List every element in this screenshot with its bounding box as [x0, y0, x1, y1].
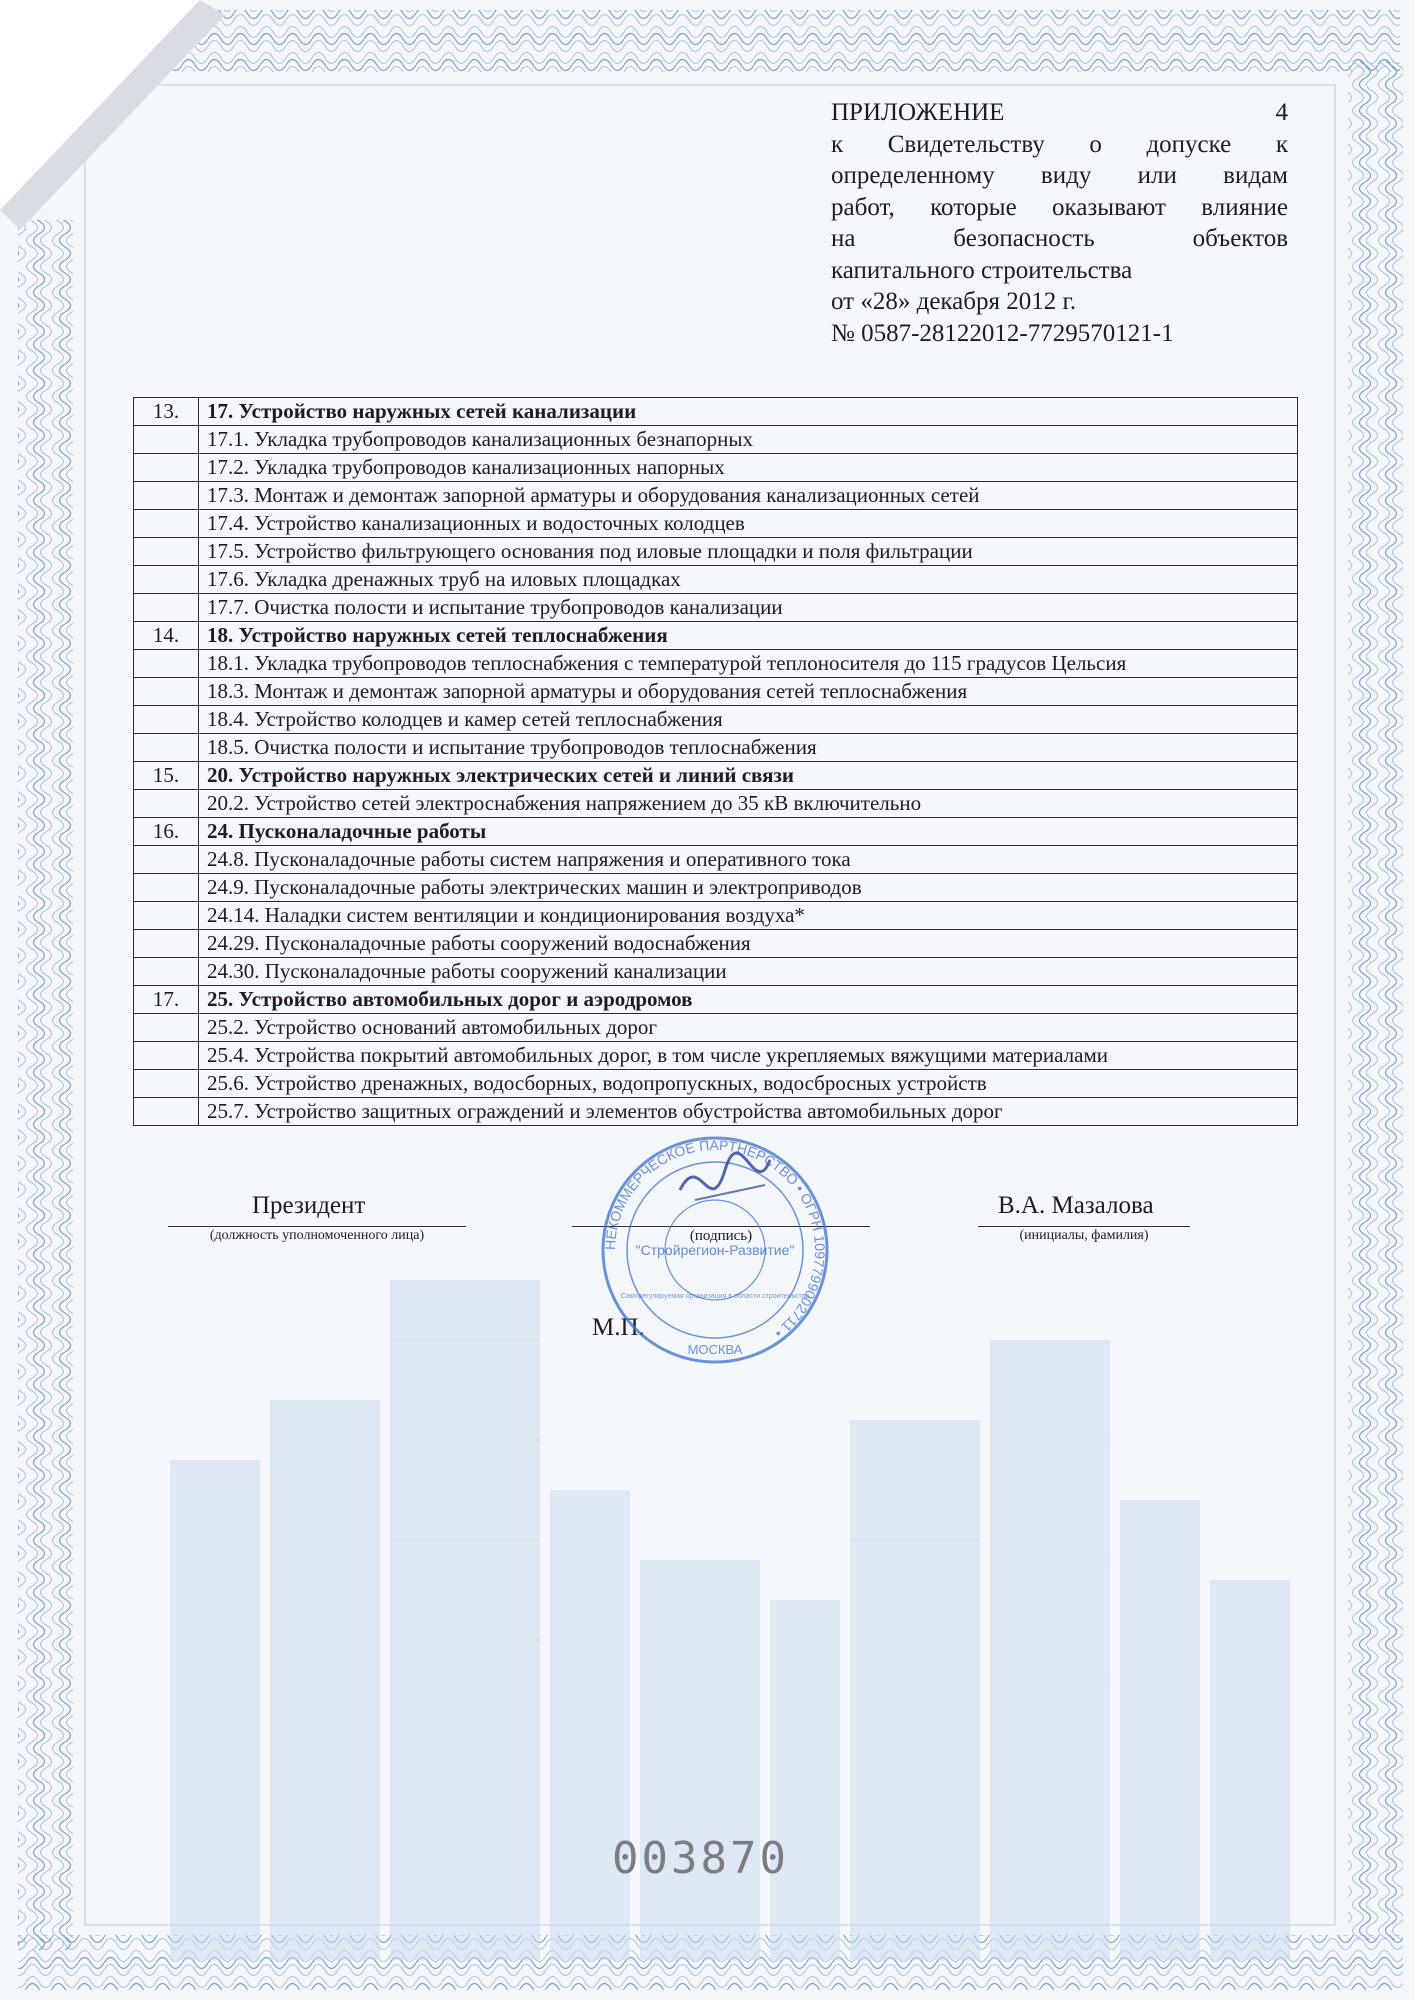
work-item-cell: 25.6. Устройство дренажных, водосборных, водопропускных, водосбросных устройств [199, 1070, 1298, 1098]
work-item-cell: 18.5. Очистка полости и испытание трубопроводов теплоснабжения [199, 734, 1298, 762]
table-row [134, 958, 1298, 986]
work-group-cell: 18. Устройство наружных сетей теплоснабжения [199, 622, 1298, 650]
row-number-cell [134, 1014, 199, 1042]
table-row [134, 1070, 1298, 1098]
work-item-cell: 18.1. Укладка трубопроводов теплоснабжения с температурой теплоносителя до 115 градусов Цельсия [199, 650, 1298, 678]
work-item-cell: 17.6. Укладка дренажных труб на иловых площадках [199, 566, 1298, 594]
signature-caption: (подпись) [689, 1228, 753, 1244]
work-item-cell: 17.1. Укладка трубопроводов канализационных безнапорных [199, 426, 1298, 454]
work-group-cell: 17. Устройство наружных сетей канализации [199, 398, 1298, 426]
row-number-cell: 13. [134, 398, 199, 426]
table-row [134, 874, 1298, 902]
work-item-cell: 17.5. Устройство фильтрующего основания под иловые площадки и поля фильтрации [199, 538, 1298, 566]
row-number-cell [134, 454, 199, 482]
row-number-cell [134, 790, 199, 818]
seal-org-name: "Стройрегион-Развитие" [635, 1242, 795, 1258]
row-number-cell [134, 706, 199, 734]
annex-title: ПРИЛОЖЕНИЕ [831, 99, 1005, 126]
annex-title-row [831, 97, 1288, 129]
folded-corner [0, 0, 230, 230]
row-number-cell [134, 566, 199, 594]
name-line [978, 1226, 1190, 1227]
table-section-row [134, 986, 1298, 1014]
table-row [134, 538, 1298, 566]
work-group-cell: 20. Устройство наружных электрических сетей и линий связи [199, 762, 1298, 790]
annex-header [831, 97, 1288, 349]
work-item-cell: 20.2. Устройство сетей электроснабжения напряжением до 35 кВ включительно [199, 790, 1298, 818]
row-number-cell: 17. [134, 986, 199, 1014]
handwritten-signature-stroke [695, 1185, 765, 1200]
table-row [134, 1014, 1298, 1042]
row-number-cell [134, 678, 199, 706]
work-item-cell: 24.29. Пусконаладочные работы сооружений водоснабжения [199, 930, 1298, 958]
row-number-cell [134, 902, 199, 930]
table-row [134, 510, 1298, 538]
table-row [134, 426, 1298, 454]
table-section-row [134, 398, 1298, 426]
table-row [134, 454, 1298, 482]
row-number-cell [134, 1070, 199, 1098]
row-number-cell: 16. [134, 818, 199, 846]
seal-place-label: М.П. [592, 1314, 645, 1341]
table-row [134, 706, 1298, 734]
row-number-cell [134, 874, 199, 902]
table-section-row [134, 818, 1298, 846]
work-item-cell: 17.7. Очистка полости и испытание трубопроводов канализации [199, 594, 1298, 622]
signer-position: Президент [252, 1192, 366, 1219]
work-item-cell: 24.30. Пусконаладочные работы сооружений канализации [199, 958, 1298, 986]
work-group-cell: 25. Устройство автомобильных дорог и аэродромов [199, 986, 1298, 1014]
annex-line: капитального строительства [831, 256, 1133, 284]
work-item-cell: 18.3. Монтаж и демонтаж запорной арматуры и оборудования сетей теплоснабжения [199, 678, 1298, 706]
annex-line: к Свидетельству о допуске к [831, 130, 1288, 158]
table-row [134, 734, 1298, 762]
table-row [134, 650, 1298, 678]
row-number-cell [134, 594, 199, 622]
work-item-cell: 17.2. Укладка трубопроводов канализационных напорных [199, 454, 1298, 482]
row-number-cell [134, 734, 199, 762]
work-item-cell: 18.4. Устройство колодцев и камер сетей теплоснабжения [199, 706, 1298, 734]
row-number-cell [134, 482, 199, 510]
svg-text:НЕКОММЕРЧЕСКОЕ ПАРТНЕРСТВО • О [602, 1137, 828, 1342]
row-number-cell: 15. [134, 762, 199, 790]
table-row [134, 1098, 1298, 1126]
table-row [134, 790, 1298, 818]
row-number-cell [134, 538, 199, 566]
work-types-table [133, 397, 1298, 1126]
table-row [134, 678, 1298, 706]
annex-line: работ, которые оказывают влияние [831, 193, 1288, 221]
annex-certificate-number: № 0587-28122012-7729570121-1 [831, 319, 1174, 347]
work-types-table-body [134, 398, 1298, 1126]
table-row [134, 930, 1298, 958]
seal-city: МОСКВА [687, 1342, 743, 1357]
table-row [134, 902, 1298, 930]
row-number-cell [134, 650, 199, 678]
row-number-cell [134, 958, 199, 986]
work-item-cell: 24.14. Наладки систем вентиляции и кондиционирования воздуха* [199, 902, 1298, 930]
seal-inner-text: Саморегулируемая организация в области строительства [620, 1293, 810, 1300]
organization-seal [580, 1130, 850, 1370]
table-section-row [134, 622, 1298, 650]
position-caption: (должность уполномоченного лица) [209, 1228, 425, 1243]
work-item-cell: 24.9. Пусконаладочные работы электрических машин и электроприводов [199, 874, 1298, 902]
row-number-cell [134, 1098, 199, 1126]
row-number-cell: 14. [134, 622, 199, 650]
row-number-cell [134, 930, 199, 958]
signer-name: В.А. Мазалова [998, 1192, 1154, 1219]
position-line [168, 1226, 466, 1227]
work-item-cell: 24.8. Пусконаладочные работы систем напряжения и оперативного тока [199, 846, 1298, 874]
annex-number: 4 [1275, 99, 1288, 126]
row-number-cell [134, 1042, 199, 1070]
annex-date: от «28» декабря 2012 г. [831, 288, 1077, 315]
work-item-cell: 25.2. Устройство оснований автомобильных дорог [199, 1014, 1298, 1042]
row-number-cell [134, 846, 199, 874]
table-row [134, 482, 1298, 510]
table-row [134, 594, 1298, 622]
row-number-cell [134, 510, 199, 538]
serial-number: 003870 [612, 1833, 789, 1884]
annex-line: на безопасность объектов [831, 225, 1288, 252]
work-item-cell: 25.7. Устройство защитных ограждений и элементов обустройства автомобильных дорог [199, 1098, 1298, 1126]
table-row [134, 846, 1298, 874]
table-row [134, 1042, 1298, 1070]
seal-ring-text: НЕКОММЕРЧЕСКОЕ ПАРТНЕРСТВО • ОГРН 1097799002711 • [601, 1136, 829, 1342]
work-group-cell: 24. Пусконаладочные работы [199, 818, 1298, 846]
table-section-row [134, 762, 1298, 790]
work-item-cell: 17.4. Устройство канализационных и водосточных колодцев [199, 510, 1298, 538]
annex-line: определенному виду или видам [831, 162, 1288, 189]
row-number-cell [134, 426, 199, 454]
name-caption: (инициалы, фамилия) [1019, 1228, 1149, 1243]
table-row [134, 566, 1298, 594]
work-item-cell: 25.4. Устройства покрытий автомобильных дорог, в том числе укрепляемых вяжущими материалами [199, 1042, 1298, 1070]
work-item-cell: 17.3. Монтаж и демонтаж запорной арматуры и оборудования канализационных сетей [199, 482, 1298, 510]
